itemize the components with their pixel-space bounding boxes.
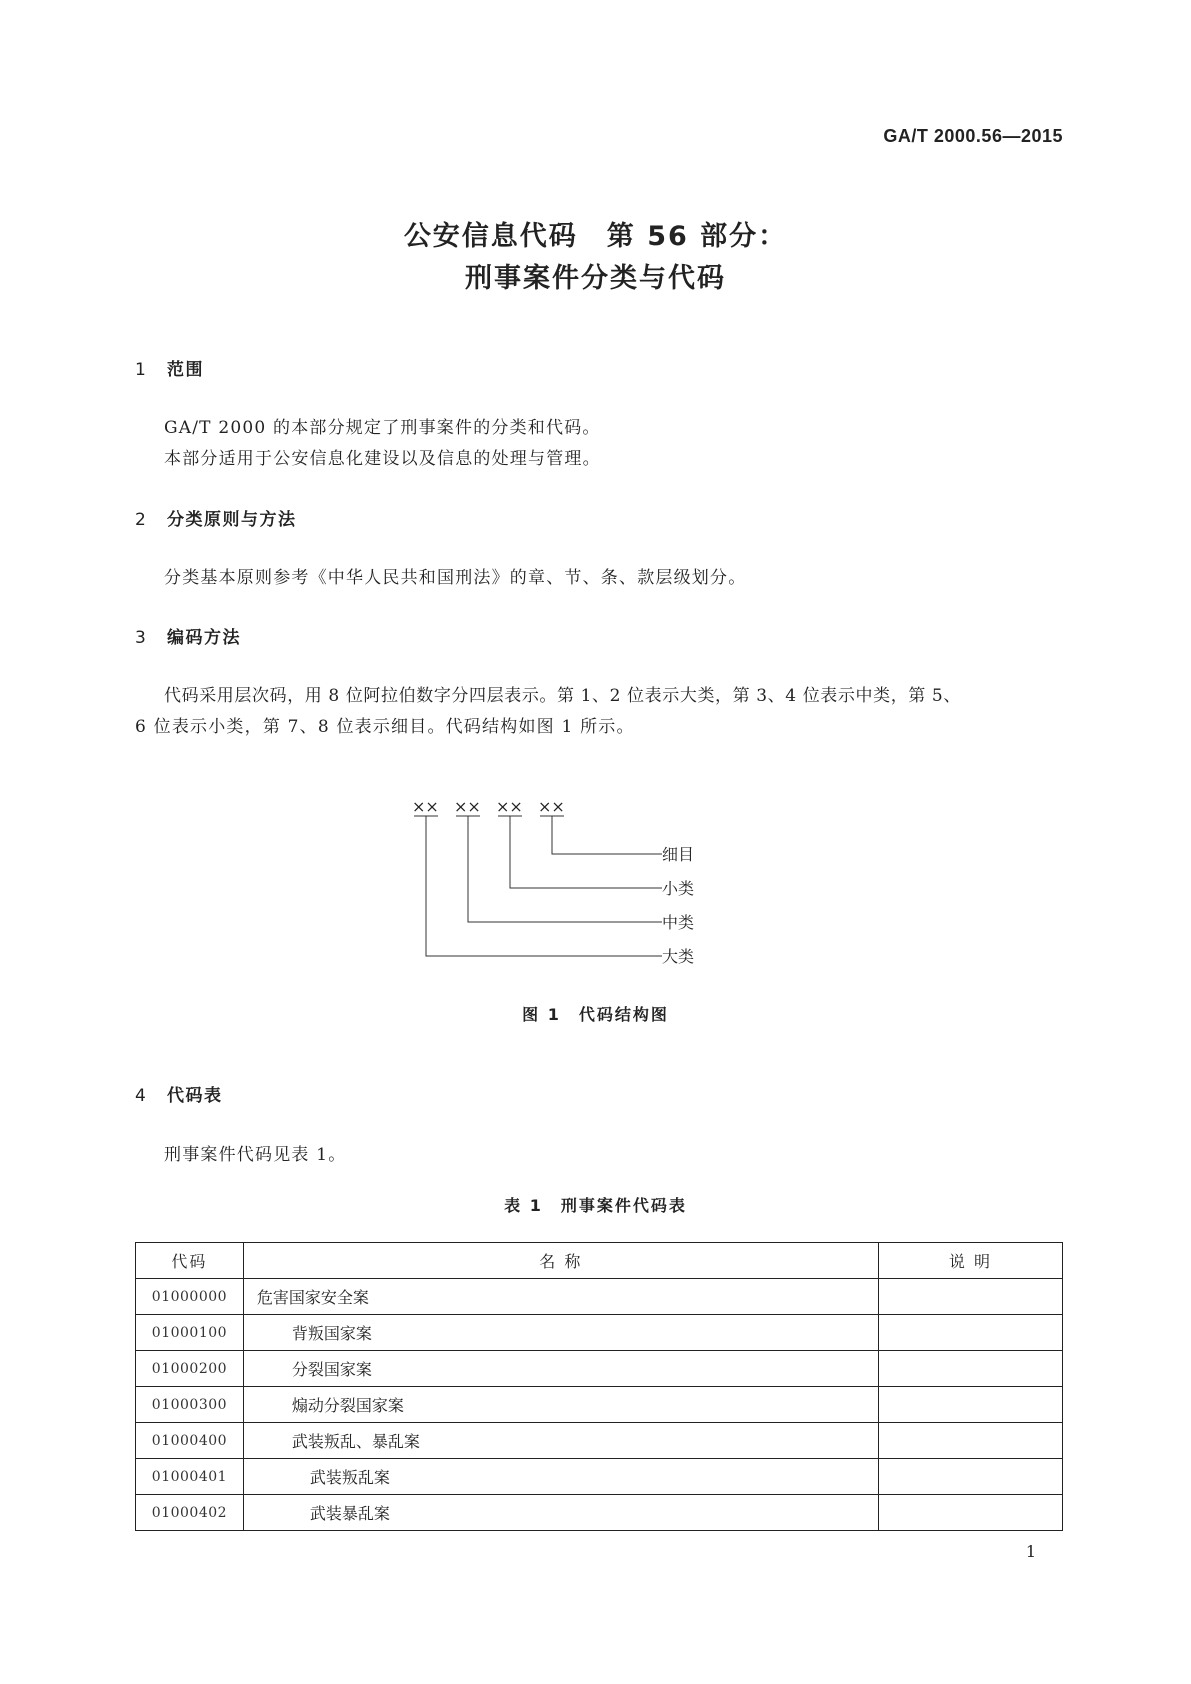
header-code: 代码 [136,1243,244,1279]
code-pair-1: ×× [412,797,439,816]
paragraph: 本部分适用于公安信息化建设以及信息的处理与管理。 [164,449,601,469]
section-heading-principles [135,505,297,530]
table-row [136,1279,1063,1315]
case-name: 背叛国家案 [291,1324,372,1343]
criminal-case-code-table [135,1242,1063,1531]
code-pair-2: ×× [454,797,481,816]
cell-name [243,1387,878,1423]
label-major-class: 大类 [662,947,695,966]
table-caption: 表 1 刑事案件代码表 [504,1196,687,1215]
code-pair-3: ×× [496,797,523,816]
document-title-line1: 公安信息代码 第 56 部分： [403,221,788,252]
document-title-line2: 刑事案件分类与代码 [465,263,726,294]
standard-number: GA/T 2000.56—2015 [883,126,1063,146]
label-detail: 细目 [662,845,695,864]
cell-name [243,1495,878,1531]
section-title: 分类原则与方法 [167,510,297,530]
label-middle-class: 中类 [662,913,695,932]
cell-code: 01000000 [136,1279,244,1315]
section-number: 3 [135,628,148,648]
label-minor-class: 小类 [662,879,695,898]
case-name: 煽动分裂国家案 [291,1396,404,1415]
cell-code: 01000402 [136,1495,244,1531]
code-structure-diagram [400,796,760,976]
section-heading-coding [135,623,241,648]
case-name: 武装暴乱案 [309,1504,390,1523]
section-heading-code-table [135,1081,223,1106]
section-title: 编码方法 [167,628,241,648]
cell-code: 01000401 [136,1459,244,1495]
code-pair-4: ×× [538,797,565,816]
table-row [136,1387,1063,1423]
case-name: 武装叛乱案 [309,1468,390,1487]
case-name: 武装叛乱、暴乱案 [291,1432,420,1451]
cell-name [243,1315,878,1351]
cell-name [243,1279,878,1315]
section-title: 范围 [167,360,204,380]
cell-note [878,1423,1062,1459]
page-number: 1 [1025,1542,1036,1561]
section-number: 4 [135,1086,148,1106]
section-heading-scope [135,355,204,380]
table-row [136,1315,1063,1351]
header-note: 说 明 [878,1243,1062,1279]
cell-note [878,1495,1062,1531]
table-row [136,1423,1063,1459]
table-row [136,1495,1063,1531]
cell-name [243,1423,878,1459]
cell-note [878,1279,1062,1315]
paragraph: 分类基本原则参考《中华人民共和国刑法》的章、节、条、款层级划分。 [164,568,747,588]
table-row [136,1351,1063,1387]
cell-code: 01000100 [136,1315,244,1351]
table-header-row [136,1243,1063,1279]
cell-note [878,1459,1062,1495]
paragraph: 刑事案件代码见表 1。 [164,1145,347,1165]
cell-code: 01000300 [136,1387,244,1423]
paragraph: 6 位表示小类，第 7、8 位表示细目。代码结构如图 1 所示。 [135,717,635,737]
table-row [136,1459,1063,1495]
section-number: 2 [135,510,148,530]
cell-name [243,1351,878,1387]
cell-name [243,1459,878,1495]
figure-caption: 图 1 代码结构图 [522,1005,669,1024]
cell-note [878,1351,1062,1387]
case-name: 分裂国家案 [291,1360,372,1379]
header-name: 名 称 [243,1243,878,1279]
cell-note [878,1315,1062,1351]
paragraph: GA/T 2000 的本部分规定了刑事案件的分类和代码。 [164,418,601,438]
case-name: 危害国家安全案 [256,1288,369,1307]
cell-note [878,1387,1062,1423]
cell-code: 01000400 [136,1423,244,1459]
section-number: 1 [135,360,148,380]
section-title: 代码表 [167,1086,223,1106]
paragraph: 代码采用层次码，用 8 位阿拉伯数字分四层表示。第 1、2 位表示大类，第 3、4 位表示中类，第 5、 [164,686,961,706]
cell-code: 01000200 [136,1351,244,1387]
